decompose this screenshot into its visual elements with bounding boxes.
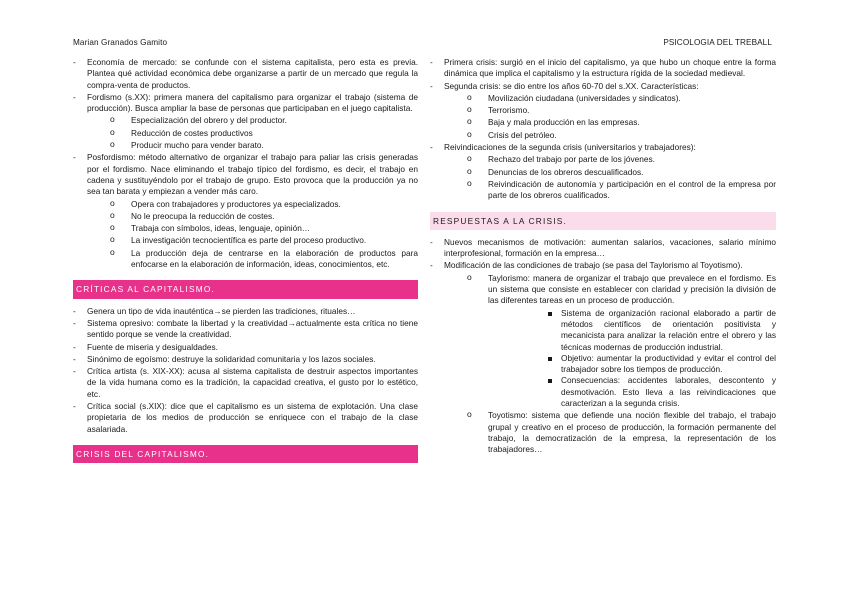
list-item: o Movilización ciudadana (universidades y sindicatos). — [444, 93, 776, 104]
sub-list — [444, 273, 776, 456]
list-item: - Crítica social (s.XIX): dice que el capitalismo es un sistema de explotación. Una clase propietaria de los medios de producción se enriquece con el trabajo de la clase asalariada. — [73, 401, 418, 435]
criticas-list — [73, 306, 418, 435]
list-item: - Posfordismo: método alternativo de organizar el trabajo para paliar las crisis generadas por el fordismo. Nace eliminando el trabajo típico del fordismo, es decir, el trabajo en cadena y sustituyéndolo por el trabajo de grupo. Esto provoca que la producción ya no sea tan barata y empiezan a vender más caro. o Opera con trabajadores y productores ya especializados. o No le preocupa la reducción de costes. o Trabaja con símbolos, ideas, lenguaje, opinión… o La investigación tecnocientífica es parte del proceso productivo. o La producción deja de centrarse en la elaboración de productos para enfocarse en la elaboración de información, ideas, conocimientos, etc. — [73, 152, 418, 270]
list-item: - Sistema opresivo: combate la libertad y la creatividad→actualmente esta crítica no tiene sentido porque se vende la creatividad. — [73, 318, 418, 341]
section-heading-respuestas: RESPUESTAS A LA CRISIS. — [430, 212, 776, 230]
list-item: o Rechazo del trabajo por parte de los jóvenes. — [444, 154, 776, 165]
list-item: - Crítica artista (s. XIX-XX): acusa al sistema capitalista de destruir aspectos importantes de la vida humana como es la tradición, la capacidad creativa, el gusto por lo estético, etc. — [73, 366, 418, 400]
subject-title: PSICOLOGIA DEL TREBALL — [663, 38, 772, 47]
crisis-list — [430, 57, 776, 202]
list-item: o Reducción de costes productivos — [87, 128, 418, 139]
left-column — [73, 57, 418, 470]
section-heading-criticas: CRÍTICAS AL CAPITALISMO. — [73, 280, 418, 298]
list-item: - Nuevos mecanismos de motivación: aumentan salarios, vacaciones, salario mínimo interprofesional, formación en la empresa… — [430, 237, 776, 260]
list-item: o Trabaja con símbolos, ideas, lenguaje, opinión… — [87, 223, 418, 234]
list-item: Consecuencias: accidentes laborales, descontento y desmotivación. Esto lleva a las reivindicaciones que caracterizan a la segunda crisis. — [488, 375, 776, 409]
list-item: - Modificación de las condiciones de trabajo (se pasa del Taylorismo al Toyotismo). o Taylorismo: manera de organizar el trabajo que prevalece en el fordismo. Es un sistema que consiste en establecer con claridad y precisión la división de las diferentes tareas en un proceso de producción. Sistema de organización racional elaborado a partir de métodos científicos de orientación positivista y mecanicista para analizar la relación entre el obrero y las técnicas modernas de producción industrial. Objetivo: aumentar la productividad y evitar el control del trabajador sobre los tiempos de producción. Consecuencias: accidentes laborales, descontento y desmotivación. Esto lleva a las reivindicaciones que caracterizan a la segunda crisis. o Toyotismo: sistema que defiende una noción flexible del trabajo, el trabajo grupal y creativo en el proceso de producción, la formación permanente del trabajo, la democratización de la empresa, la representación de los trabajadores… — [430, 260, 776, 455]
sub-list — [444, 93, 776, 141]
list-item: o La investigación tecnocientífica es parte del proceso productivo. — [87, 235, 418, 246]
right-column — [430, 57, 776, 456]
list-item: o Opera con trabajadores y productores ya especializados. — [87, 199, 418, 210]
list-item: o Crisis del petróleo. — [444, 130, 776, 141]
list-item: o Producir mucho para vender barato. — [87, 140, 418, 151]
list-item: - Sinónimo de egoísmo: destruye la solidaridad comunitaria y los lazos sociales. — [73, 354, 418, 365]
sub-list — [444, 154, 776, 201]
sub-list — [87, 115, 418, 151]
sub-list — [87, 199, 418, 271]
list-item: o La producción deja de centrarse en la elaboración de productos para enfocarse en la elaboración de información, ideas, conocimientos, etc. — [87, 248, 418, 271]
list-item: Objetivo: aumentar la productividad y evitar el control del trabajador sobre los tiempos de producción. — [488, 353, 776, 376]
list-item: o No le preocupa la reducción de costes. — [87, 211, 418, 222]
list-item: Sistema de organización racional elaborado a partir de métodos científicos de orientación positivista y mecanicista para analizar la relación entre el obrero y las técnicas modernas de producción industrial. — [488, 308, 776, 353]
list-item: o Especialización del obrero y del productor. — [87, 115, 418, 126]
list-item: - Primera crisis: surgió en el inicio del capitalismo, ya que hubo un choque entre la forma dinámica que implica el capitalismo y la estructura rígida de la sociedad medieval. — [430, 57, 776, 80]
list-item: - Segunda crisis: se dio entre los años 60-70 del s.XX. Características: o Movilización ciudadana (universidades y sindicatos). o Terrorismo. o Baja y mala producción en las empresas. o Crisis del petróleo. — [430, 81, 776, 141]
list-item: o Baja y mala producción en las empresas. — [444, 117, 776, 128]
author-name: Marian Granados Gamito — [73, 38, 168, 47]
list-item: - Reivindicaciones de la segunda crisis (universitarios y trabajadores): o Rechazo del trabajo por parte de los jóvenes. o Denuncias de los obreros descualificados. o Reivindicación de autonomía y participación en el control de la empresa por parte de los obreros cualificados. — [430, 142, 776, 201]
list-item: - Economía de mercado: se confunde con el sistema capitalista, pero esta es previa. Plantea qué actividad económica debe organizarse a partir de un mercado que regula la compra-venta de productos. — [73, 57, 418, 91]
list-item: o Reivindicación de autonomía y participación en el control de la empresa por parte de los obreros cualificados. — [444, 179, 776, 202]
list-item: o Denuncias de los obreros descualificados. — [444, 167, 776, 178]
list-item: o Terrorismo. — [444, 105, 776, 116]
list-item: - Fordismo (s.XX): primera manera del capitalismo para organizar el trabajo (sistema de producción). Busca ampliar la base de personas que participaban en el juego capitalista. o Especialización del obrero y del productor. o Reducción de costes productivos o Producir mucho para vender barato. — [73, 92, 418, 151]
list-item: - Fuente de miseria y desigualdades. — [73, 342, 418, 353]
list-item: o Taylorismo: manera de organizar el trabajo que prevalece en el fordismo. Es un sistema que consiste en establecer con claridad y precisión la división de las diferentes tareas en un proceso de producción. Sistema de organización racional elaborado a partir de métodos científicos de orientación positivista y mecanicista para analizar la relación entre el obrero y las técnicas modernas de producción industrial. Objetivo: aumentar la productividad y evitar el control del trabajador sobre los tiempos de producción. Consecuencias: accidentes laborales, descontento y desmotivación. Esto lleva a las reivindicaciones que caracterizan a la segunda crisis. — [444, 273, 776, 410]
section-heading-crisis: CRISIS DEL CAPITALISMO. — [73, 445, 418, 463]
list-item: - Genera un tipo de vida inauténtica→se pierden las tradiciones, rituales… — [73, 306, 418, 317]
respuestas-list — [430, 237, 776, 456]
intro-list — [73, 57, 418, 270]
sub-sub-list — [488, 308, 776, 410]
list-item: o Toyotismo: sistema que defiende una noción flexible del trabajo, el trabajo grupal y creativo en el proceso de producción, la formación permanente del trabajo, la democratización de la empresa, la representación de los trabajadores… — [444, 410, 776, 455]
